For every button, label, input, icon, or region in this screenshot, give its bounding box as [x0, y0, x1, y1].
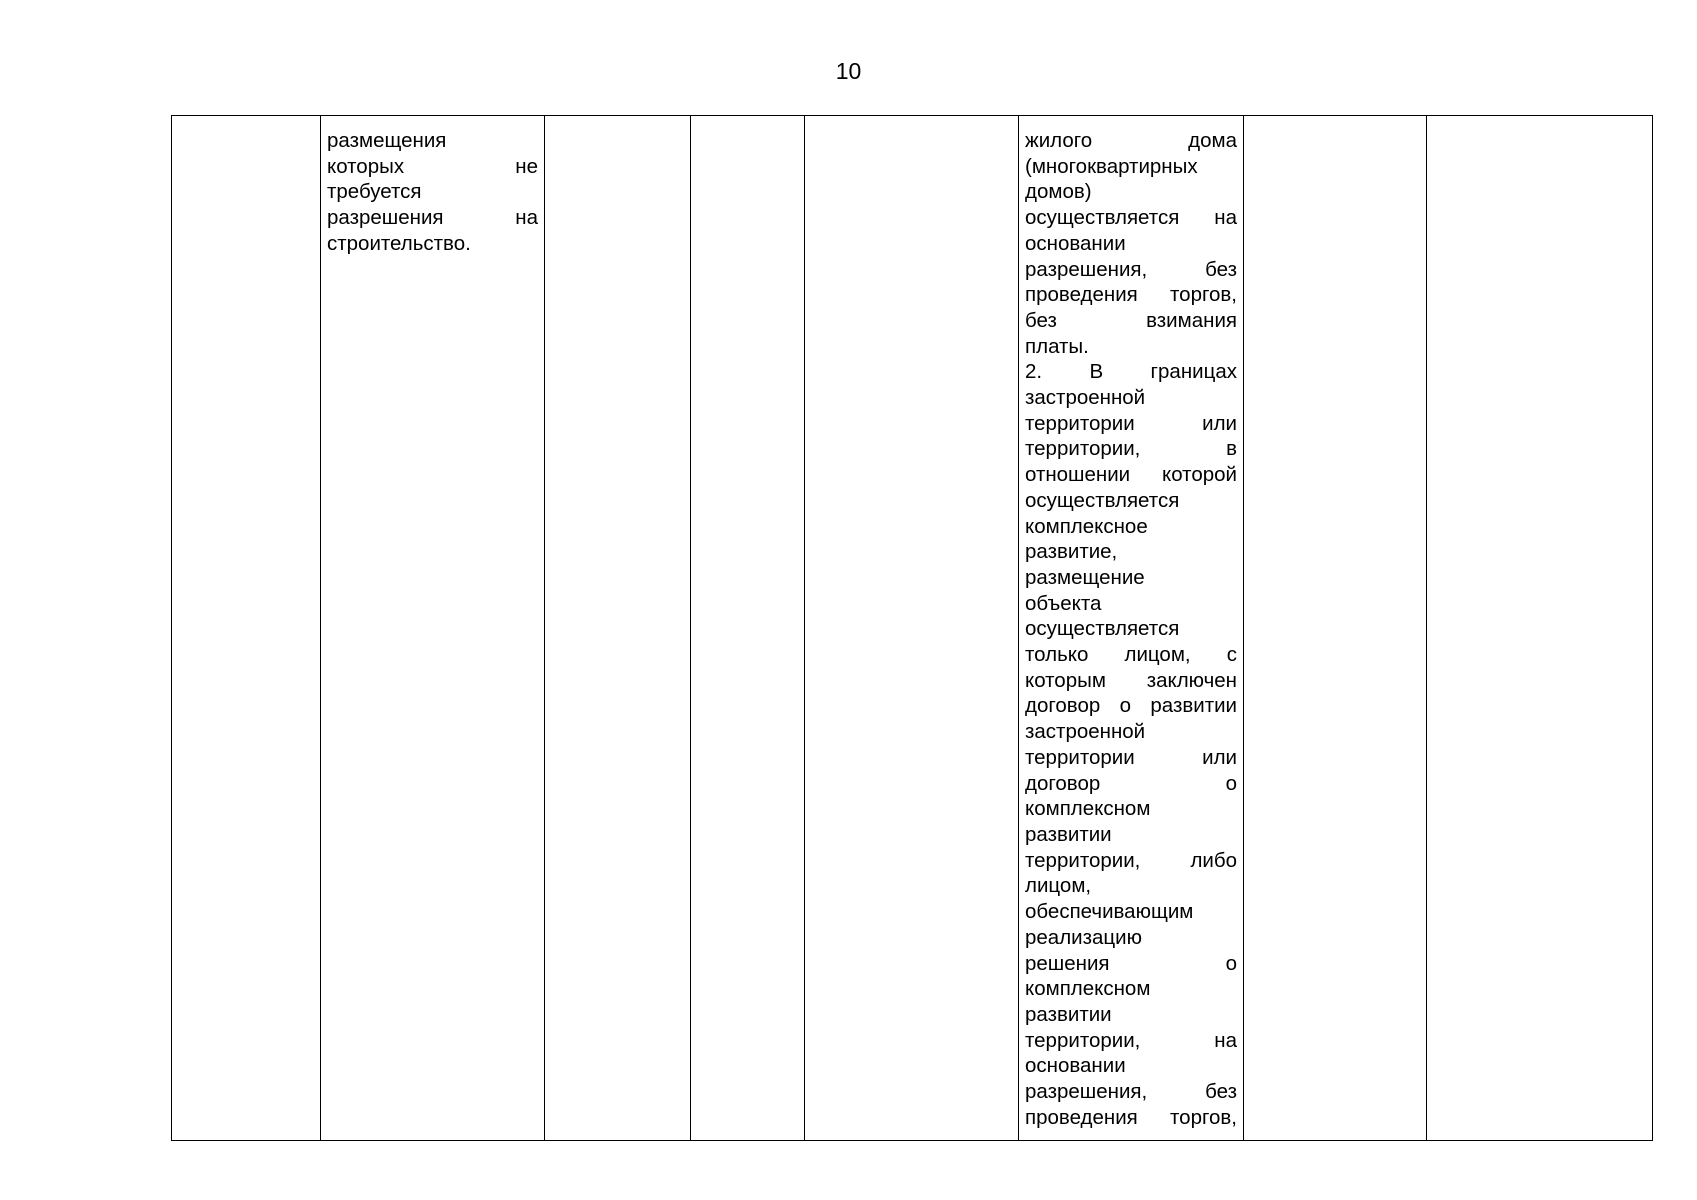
- text-line: застроенной: [1025, 720, 1146, 744]
- table-cell-col7: [1244, 116, 1427, 1141]
- text-line: требуется: [327, 180, 422, 204]
- text-line: территории, в: [1025, 437, 1237, 461]
- table-cell-col3: [545, 116, 691, 1141]
- page-number: 10: [835, 58, 862, 84]
- text-line: лицом,: [1025, 874, 1092, 898]
- text-line: территории, на: [1025, 1028, 1237, 1052]
- cell-text-conditions: [1019, 116, 1243, 1130]
- text-line: развитии: [1025, 1002, 1112, 1026]
- text-line: осуществляется: [1025, 488, 1180, 512]
- text-line: осуществляется на: [1025, 206, 1237, 230]
- text-line: платы.: [1025, 334, 1089, 358]
- zoning-table: [171, 115, 1653, 1141]
- text-line: развитии: [1025, 822, 1112, 846]
- text-line: основании: [1025, 1054, 1126, 1078]
- text-line: размещения: [327, 129, 447, 152]
- table-cell-col2: [321, 116, 545, 1141]
- text-line: которым заключен: [1025, 668, 1237, 692]
- text-line: застроенной: [1025, 386, 1146, 410]
- text-line: комплексном: [1025, 977, 1151, 1001]
- text-line: территории или: [1025, 411, 1237, 435]
- text-line: осуществляется: [1025, 617, 1180, 641]
- text-line: территории или: [1025, 745, 1237, 769]
- text-line: обеспечивающим: [1025, 900, 1194, 924]
- text-line: разрешения, без: [1025, 1080, 1237, 1104]
- text-line: проведения торгов,: [1025, 1105, 1237, 1129]
- table-cell-col6: [1019, 116, 1244, 1141]
- text-line: комплексное: [1025, 514, 1148, 538]
- text-line: строительство.: [327, 231, 471, 255]
- table-cell-col4: [691, 116, 805, 1141]
- text-line: объекта: [1025, 591, 1102, 615]
- table-row: [172, 116, 1653, 1141]
- text-line: комплексном: [1025, 797, 1151, 821]
- text-line: домов): [1025, 180, 1092, 204]
- text-line: которых не: [327, 154, 538, 178]
- text-line: решения о: [1025, 951, 1237, 975]
- table-cell-col5: [805, 116, 1019, 1141]
- text-line: разрешения на: [327, 206, 538, 230]
- text-line: (многоквартирных: [1025, 154, 1198, 178]
- text-line: развитие,: [1025, 540, 1118, 564]
- text-line: территории, либо: [1025, 848, 1237, 872]
- text-line: разрешения, без: [1025, 257, 1237, 281]
- text-line: размещение: [1025, 565, 1145, 589]
- text-line: 2. В границах: [1025, 360, 1237, 384]
- text-line: только лицом, с: [1025, 643, 1237, 667]
- text-line: жилого дома: [1025, 129, 1237, 152]
- text-line: договор о: [1025, 771, 1237, 795]
- text-line: отношении которой: [1025, 463, 1237, 487]
- text-line: договор о развитии: [1025, 694, 1237, 718]
- cell-text-permit-note: [321, 116, 544, 257]
- text-line: проведения торгов,: [1025, 283, 1237, 307]
- table-cell-col1: [172, 116, 321, 1141]
- text-line: основании: [1025, 231, 1126, 255]
- text-line: реализацию: [1025, 925, 1142, 949]
- text-line: без взимания: [1025, 308, 1237, 332]
- table-cell-col8: [1427, 116, 1653, 1141]
